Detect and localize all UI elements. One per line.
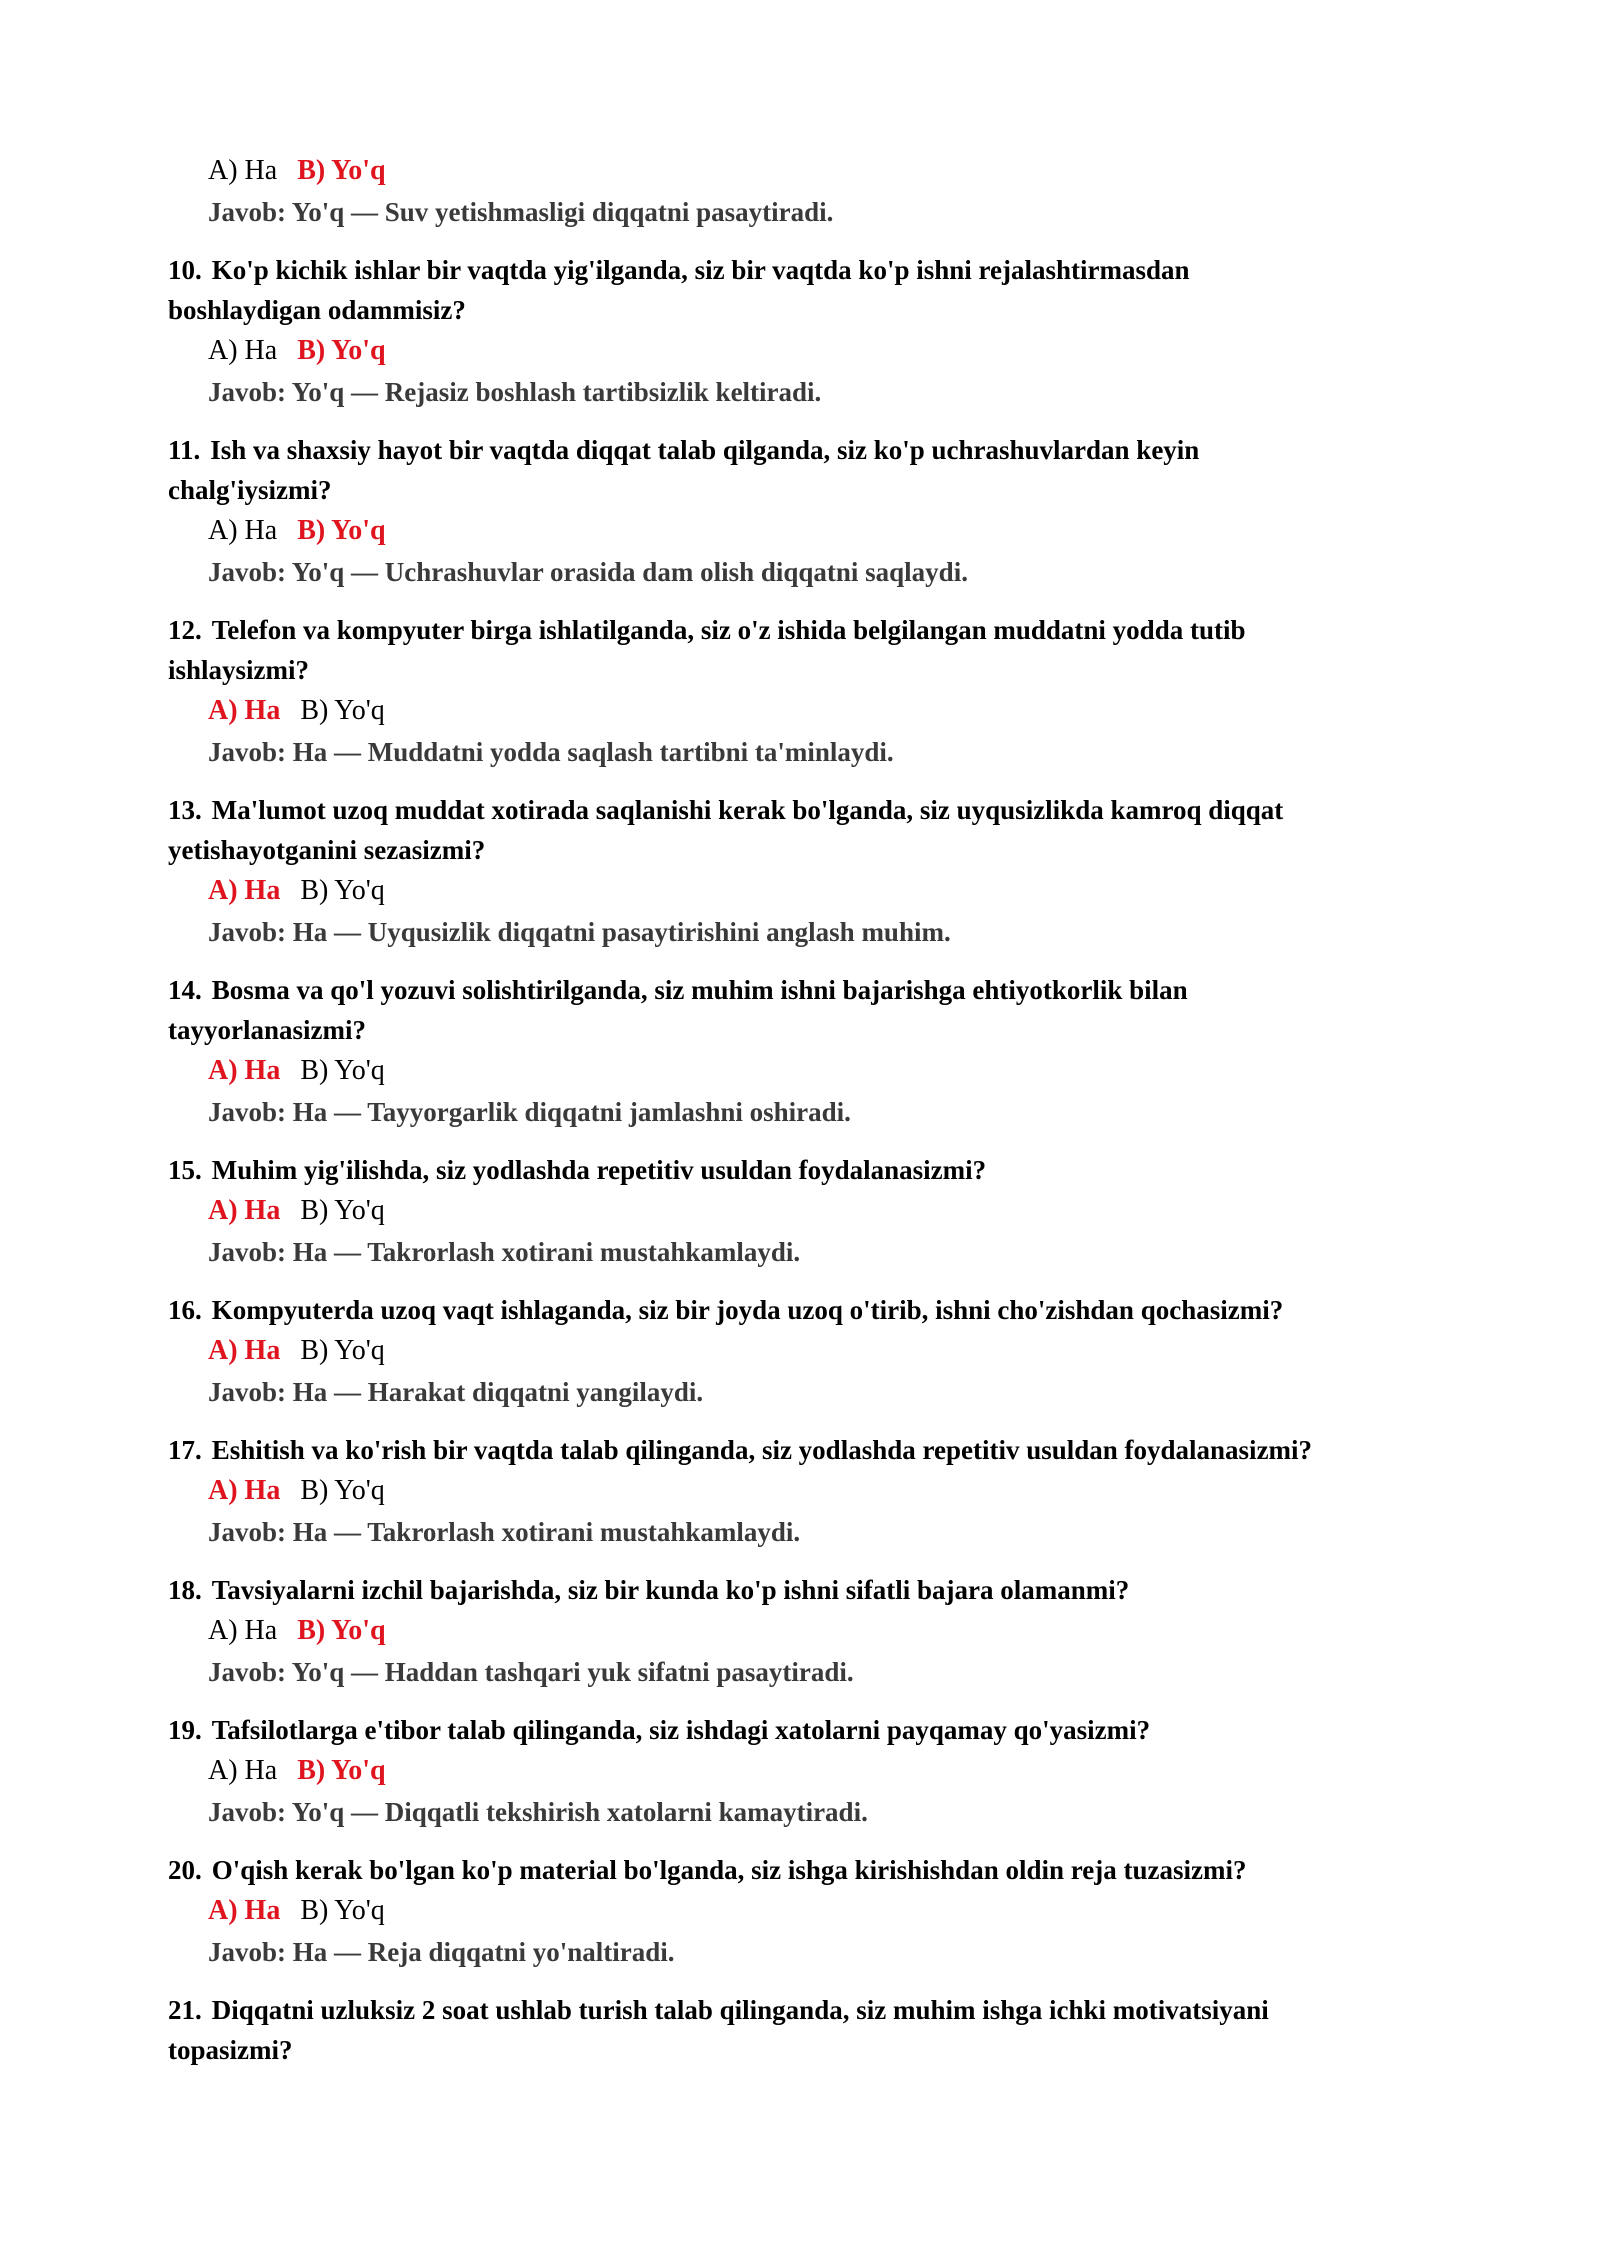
question-line: Bosma va qo'l yozuvi solishtirilganda, siz muhim ishni bajarishga ehtiyotkorlik bilan: [211, 975, 1188, 1005]
answer-options: [208, 1330, 1458, 1372]
question-line: ishlaysizmi?: [168, 655, 310, 685]
answer-options: [208, 1610, 1458, 1652]
answer-options: [208, 1050, 1458, 1092]
option-a-correct: A) Ha: [208, 1195, 281, 1226]
option-b: B) Yo'q: [300, 695, 385, 726]
answer-options: [208, 690, 1458, 732]
answer-explanation: Javob: Yo'q — Diqqatli tekshirish xatolarni kamaytiradi.: [208, 1797, 868, 1827]
answer-options: [208, 1750, 1458, 1792]
option-a-correct: A) Ha: [208, 875, 281, 906]
option-a: A) Ha: [208, 155, 278, 186]
question-block: [168, 610, 1458, 772]
question-block: [168, 1430, 1458, 1552]
question-block: [168, 790, 1458, 952]
option-a: A) Ha: [208, 515, 278, 546]
question-block: [168, 970, 1458, 1132]
document-page: [168, 150, 1458, 2070]
question-text: [168, 970, 1458, 1050]
question-line: Telefon va kompyuter birga ishlatilganda, siz o'z ishida belgilangan muddatni yodda tutib: [211, 615, 1246, 645]
answer-explanation: Javob: Ha — Muddatni yodda saqlash tartibni ta'minlaydi.: [208, 737, 894, 767]
answer-explanation: Javob: Ha — Uyqusizlik diqqatni pasaytirishini anglash muhim.: [208, 917, 951, 947]
answer-explanation: Javob: Yo'q — Uchrashuvlar orasida dam olish diqqatni saqlaydi.: [208, 557, 968, 587]
answer-options: [208, 1890, 1458, 1932]
option-a-correct: A) Ha: [208, 1895, 281, 1926]
question-line: chalg'iysizmi?: [168, 475, 332, 505]
option-b-correct: B) Yo'q: [297, 1615, 386, 1646]
option-a-correct: A) Ha: [208, 1055, 281, 1086]
question-line: Muhim yig'ilishda, siz yodlashda repetitiv usuldan foydalanasizmi?: [211, 1155, 987, 1185]
question-line: tayyorlanasizmi?: [168, 1015, 366, 1045]
question-number: 17.: [168, 1435, 202, 1465]
option-b: B) Yo'q: [300, 1475, 385, 1506]
question-text: [168, 430, 1458, 510]
question-number: 13.: [168, 795, 202, 825]
option-a: A) Ha: [208, 335, 278, 366]
question-block: [168, 250, 1458, 412]
question-number: 19.: [168, 1715, 202, 1745]
answer-options: [208, 510, 1458, 552]
answer-explanation: Javob: Yo'q — Rejasiz boshlash tartibsizlik keltiradi.: [208, 377, 822, 407]
option-b-correct: B) Yo'q: [297, 335, 386, 366]
question-block: [168, 1710, 1458, 1832]
question-number: 14.: [168, 975, 202, 1005]
answer-options: [208, 150, 1458, 192]
option-a: A) Ha: [208, 1615, 278, 1646]
question-line: Kompyuterda uzoq vaqt ishlaganda, siz bir joyda uzoq o'tirib, ishni cho'zishdan qochasizmi?: [211, 1295, 1284, 1325]
question-block: [168, 430, 1458, 592]
question-line: topasizmi?: [168, 2035, 293, 2065]
question-text: [168, 790, 1458, 870]
question-block: [168, 1150, 1458, 1272]
option-b: B) Yo'q: [300, 1195, 385, 1226]
answer-options: [208, 1190, 1458, 1232]
question-line: Eshitish va ko'rish bir vaqtda talab qilinganda, siz yodlashda repetitiv usuldan foydalanasizmi?: [211, 1435, 1313, 1465]
question-text: [168, 250, 1458, 330]
question-text: [168, 1570, 1458, 1610]
question-line: Ma'lumot uzoq muddat xotirada saqlanishi kerak bo'lganda, siz uyqusizlikda kamroq diqqat: [211, 795, 1284, 825]
question-list: [168, 250, 1458, 2070]
question-line: Ko'p kichik ishlar bir vaqtda yig'ilganda, siz bir vaqtda ko'p ishni rejalashtirmasdan: [211, 255, 1190, 285]
answer-explanation: Javob: Yo'q — Haddan tashqari yuk sifatni pasaytiradi.: [208, 1657, 854, 1687]
question-block: [168, 1290, 1458, 1412]
answer-explanation: Javob: Yo'q — Suv yetishmasligi diqqatni pasaytiradi.: [208, 197, 834, 227]
question-line: O'qish kerak bo'lgan ko'p material bo'lganda, siz ishga kirishishdan oldin reja tuzasizmi?: [211, 1855, 1247, 1885]
question-number: 20.: [168, 1855, 202, 1885]
question-line: boshlaydigan odammisiz?: [168, 295, 466, 325]
answer-options: [208, 870, 1458, 912]
question-text: [168, 1430, 1458, 1470]
option-a-correct: A) Ha: [208, 1475, 281, 1506]
answer-options: [208, 1470, 1458, 1512]
question-text: [168, 1710, 1458, 1750]
question-text: [168, 1850, 1458, 1890]
option-a-correct: A) Ha: [208, 695, 281, 726]
option-b-correct: B) Yo'q: [297, 515, 386, 546]
option-a-correct: A) Ha: [208, 1335, 281, 1366]
option-b: B) Yo'q: [300, 875, 385, 906]
question-text: [168, 610, 1458, 690]
answer-explanation: Javob: Ha — Reja diqqatni yo'naltiradi.: [208, 1937, 675, 1967]
question-line: yetishayotganini sezasizmi?: [168, 835, 486, 865]
question-line: Ish va shaxsiy hayot bir vaqtda diqqat talab qilganda, siz ko'p uchrashuvlardan keyin: [210, 435, 1200, 465]
question-number: 10.: [168, 255, 202, 285]
answer-explanation: Javob: Ha — Takrorlash xotirani mustahkamlaydi.: [208, 1237, 801, 1267]
question-text: [168, 1290, 1458, 1330]
answer-explanation: Javob: Ha — Harakat diqqatni yangilaydi.: [208, 1377, 704, 1407]
answer-explanation: Javob: Ha — Takrorlash xotirani mustahkamlaydi.: [208, 1517, 801, 1547]
option-b-correct: B) Yo'q: [297, 155, 386, 186]
option-b: B) Yo'q: [300, 1895, 385, 1926]
question-text: [168, 1990, 1458, 2070]
question-number: 16.: [168, 1295, 202, 1325]
answer-options: [208, 330, 1458, 372]
question-block: [168, 1570, 1458, 1692]
option-b-correct: B) Yo'q: [297, 1755, 386, 1786]
question-line: Tafsilotlarga e'tibor talab qilinganda, siz ishdagi xatolarni payqamay qo'yasizmi?: [211, 1715, 1151, 1745]
option-b: B) Yo'q: [300, 1335, 385, 1366]
option-b: B) Yo'q: [300, 1055, 385, 1086]
question-number: 15.: [168, 1155, 202, 1185]
question-line: Diqqatni uzluksiz 2 soat ushlab turish talab qilinganda, siz muhim ishga ichki motivatsiyani: [211, 1995, 1269, 2025]
option-a: A) Ha: [208, 1755, 278, 1786]
question-number: 21.: [168, 1995, 202, 2025]
question-number: 11.: [168, 435, 201, 465]
question-number: 12.: [168, 615, 202, 645]
question-block: [168, 1990, 1458, 2070]
question-text: [168, 1150, 1458, 1190]
question-9-tail: [168, 150, 1458, 232]
question-number: 18.: [168, 1575, 202, 1605]
answer-explanation: Javob: Ha — Tayyorgarlik diqqatni jamlashni oshiradi.: [208, 1097, 851, 1127]
question-line: Tavsiyalarni izchil bajarishda, siz bir kunda ko'p ishni sifatli bajara olamanmi?: [211, 1575, 1130, 1605]
question-block: [168, 1850, 1458, 1972]
